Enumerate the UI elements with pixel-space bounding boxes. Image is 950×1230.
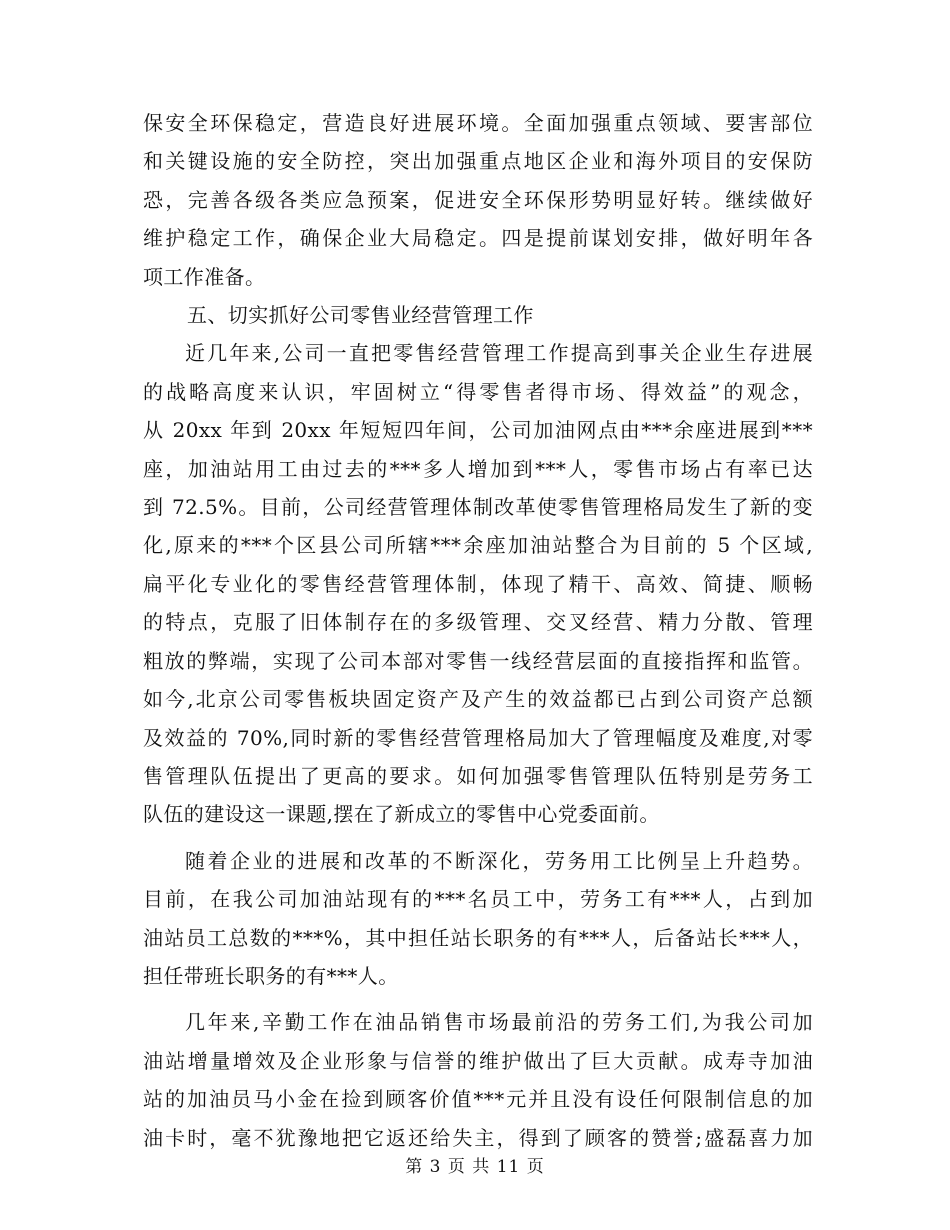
page-number-footer: 第 3 页 共 11 页 (405, 1157, 545, 1177)
text-line: 站的加油员马小金在捡到顾客价值***元并且没有设任何限制信息的加 (143, 1087, 813, 1112)
text-line: 的战略高度来认识，牢固树立“得零售者得市场、得效益”的观念， (143, 379, 813, 404)
text-line: 如今,北京公司零售板块固定资产及产生的效益都已占到公司资产总额 (143, 687, 813, 712)
text-line: 随着企业的进展和改革的不断深化，劳务用工比例呈上升趋势。 (185, 848, 813, 873)
text-line: 粗放的弊端，实现了公司本部对零售一线经营层面的直接指挥和监管。 (143, 648, 813, 673)
text-line: 近几年来,公司一直把零售经营管理工作提高到事关企业生存进展 (185, 341, 813, 366)
paragraph-contributions (143, 1003, 813, 1157)
text-line: 几年来,辛勤工作在油品销售市场最前沿的劳务工们,为我公司加 (185, 1010, 813, 1035)
section-heading (143, 296, 813, 334)
text-line: 担任带班长职务的有***人。 (143, 963, 399, 988)
text-line: 扁平化专业化的零售经营管理体制，体现了精干、高效、简捷、顺畅 (143, 571, 813, 596)
text-line: 到 72.5%。目前，公司经营管理体制改革使零售管理格局发生了新的变 (143, 495, 813, 520)
text-line: 油站增量增效及企业形象与信誉的维护做出了巨大贡献。成寿寺加油 (143, 1048, 813, 1073)
text-line: 油卡时，毫不犹豫地把它返还给失主，得到了顾客的赞誉;盛磊喜力加 (143, 1125, 813, 1150)
text-line: 的特点，克服了旧体制存在的多级管理、交叉经营、精力分散、管理 (143, 610, 813, 635)
text-line: 化,原来的***个区县公司所辖***余座加油站整合为目前的 5 个区域, (143, 533, 813, 558)
paragraph-retail-management (143, 334, 813, 833)
text-line: 保安全环保稳定，营造良好进展环境。全面加强重点领域、要害部位 (143, 111, 813, 135)
heading-text: 五、切实抓好公司零售业经营管理工作 (187, 303, 534, 328)
text-line: 恐，完善各级各类应急预案，促进安全环保形势明显好转。继续做好 (143, 187, 813, 212)
paragraph-labor-ratio (143, 842, 813, 996)
text-line: 项工作准备。 (143, 264, 266, 289)
text-line: 售管理队伍提出了更高的要求。如何加强零售管理队伍特别是劳务工 (143, 763, 813, 788)
text-line: 从 20xx 年到 20xx 年短短四年间，公司加油网点由***余座进展到*** (143, 418, 813, 443)
text-line: 队伍的建设这一课题,摆在了新成立的零售中心党委面前。 (143, 802, 660, 827)
text-line: 油站员工总数的***%，其中担任站长职务的有***人，后备站长***人， (143, 925, 813, 950)
text-line: 维护稳定工作，确保企业大局稳定。四是提前谋划安排，做好明年各 (143, 226, 813, 251)
text-line: 座，加油站用工由过去的***多人增加到***人，零售市场占有率已达 (143, 456, 813, 481)
text-line: 目前，在我公司加油站现有的***名员工中，劳务工有***人，占到加 (143, 887, 813, 912)
paragraph-gap (143, 834, 813, 842)
document-body (143, 104, 813, 1157)
paragraph-safety (143, 104, 813, 296)
text-line: 和关键设施的安全防控，突出加强重点地区企业和海外项目的安保防 (143, 149, 813, 174)
paragraph-gap (143, 995, 813, 1003)
text-line: 及效益的 70%,同时新的零售经营管理格局加大了管理幅度及难度,对零 (143, 725, 813, 750)
